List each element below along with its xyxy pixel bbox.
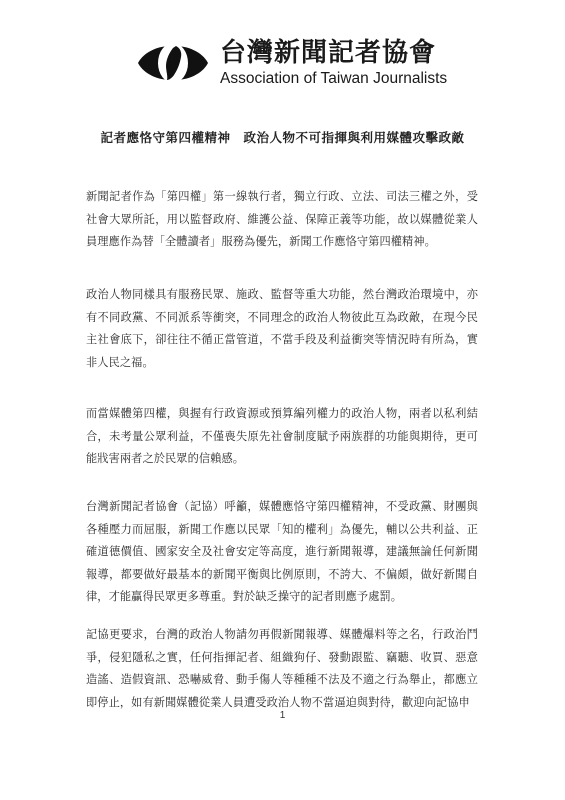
paragraph-4: 台灣新聞記者協會（記協）呼籲，媒體應恪守第四權精神，不受政黨、財團與各種壓力而屈服，新聞工作應以民眾「知的權利」為優先，輔以公共利益、正確道德價值、國家安全及社會安定等高度，進行新聞報導，建議無論任何新聞報導，都要做好最基本的新聞平衡與比例原則，不誇大、不偏頗，做好新聞自律，才能贏得民眾更多尊重。對於缺乏操守的記者則應予處罰。 — [86, 500, 478, 603]
organization-name — [220, 38, 447, 88]
document-title: 記者應恪守第四權精神 政治人物不可指揮與利用媒體攻擊政敵 — [100, 130, 465, 145]
org-name-chinese: 台灣新聞記者協會 — [220, 38, 437, 68]
paragraph-1: 新聞記者作為「第四權」第一線執行者，獨立行政、立法、司法三權之外，受社會大眾所託，用以監督政府、維護公益、保障正義等功能，故以媒體從業人員理應作為替「全體讀者」服務為優先，新聞工作應恪守第四權精神。 — [86, 190, 478, 248]
letterhead — [136, 36, 447, 90]
paragraph-5: 記協更要求，台灣的政治人物請勿再假新聞報導、媒體爆料等之名，行政治鬥爭，侵犯隱私之實，任何指揮記者、組織狗仔、發動跟監、竊聽、收買、惡意造謠、造假資訊、恐嚇威脅、動手傷人等種種不法及不適之行為舉止，都應立即停止，如有新聞媒體從業人員遭受政治人物不當逼迫與對待，歡迎向記協申 — [86, 628, 478, 709]
page-number: 1 — [279, 710, 286, 721]
eye-taiwan-logo-icon — [136, 36, 210, 90]
paragraph-2: 政治人物同樣具有服務民眾、施政、監督等重大功能，然台灣政治環境中，亦有不同政黨、不同派系等衝突，不同理念的政治人物彼此互為政敵，在現今民主社會底下，卻往往不循正當管道，不當手段及利益衝突等情況時有所為，實非人民之福。 — [86, 288, 478, 369]
org-name-english: Association of Taiwan Journalists — [220, 70, 448, 87]
paragraph-3: 而當媒體第四權，與握有行政資源或預算編列權力的政治人物，兩者以私利結合，未考量公眾利益，不僅喪失原先社會制度賦予兩族群的功能與期待，更可能戕害兩者之於民眾的信賴感。 — [86, 407, 478, 465]
